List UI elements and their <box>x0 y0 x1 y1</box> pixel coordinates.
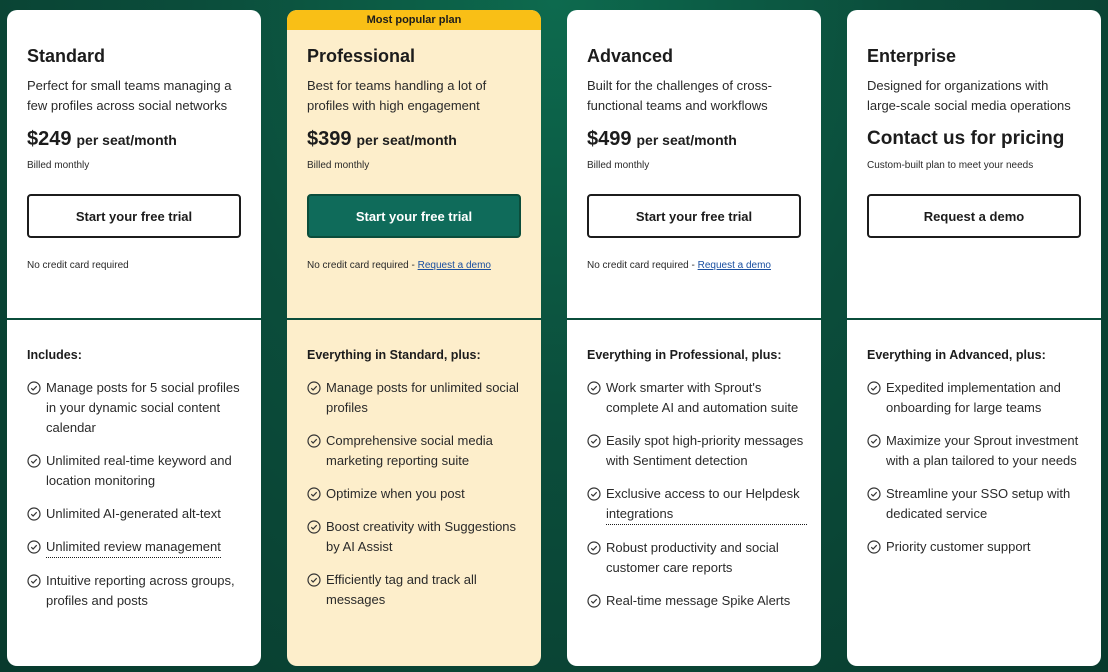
check-circle-icon <box>307 520 321 534</box>
feature-text: Comprehensive social media marketing reporting suite <box>326 433 493 468</box>
divider <box>567 318 821 320</box>
check-circle-icon <box>587 594 601 608</box>
feature-text: Priority customer support <box>886 539 1031 554</box>
feature-item <box>587 431 807 471</box>
check-circle-icon <box>587 434 601 448</box>
feature-item <box>587 484 807 525</box>
feature-text: Streamline your SSO setup with dedicated service <box>886 486 1071 521</box>
price-row <box>587 128 801 158</box>
price-unit: per seat/month <box>356 132 457 148</box>
note-text: No credit card required - <box>307 260 415 271</box>
divider <box>847 318 1101 320</box>
start-free-trial-button[interactable]: Start your free trial <box>27 194 241 238</box>
check-circle-icon <box>27 540 41 554</box>
includes-title: Everything in Professional, plus: <box>587 348 782 362</box>
plan-description: Perfect for small teams managing a few profiles across social networks <box>27 78 232 113</box>
feature-text: Manage posts for unlimited social profiles <box>326 380 519 415</box>
feature-list <box>867 378 1087 557</box>
feature-item <box>27 537 247 558</box>
feature-item <box>307 484 527 504</box>
check-circle-icon <box>307 573 321 587</box>
request-demo-link[interactable]: Request a demo <box>417 260 491 271</box>
feature-item <box>867 537 1087 557</box>
feature-tooltip-text[interactable]: Exclusive access to our Helpdesk integrations <box>606 484 807 525</box>
billing-note: Billed monthly <box>27 160 90 171</box>
check-circle-icon <box>867 381 881 395</box>
feature-item <box>27 504 247 524</box>
check-circle-icon <box>307 487 321 501</box>
price-row <box>867 128 1081 158</box>
feature-text: Easily spot high-priority messages with Sentiment detection <box>606 433 804 468</box>
feature-tooltip-text[interactable]: Unlimited review management <box>46 537 221 558</box>
feature-item <box>27 378 247 438</box>
plan-name: Advanced <box>587 46 674 66</box>
price-unit: per seat/month <box>636 132 737 148</box>
note-text: No credit card required - <box>587 260 695 271</box>
includes-title: Everything in Advanced, plus: <box>867 348 1046 362</box>
divider <box>287 318 541 320</box>
plan-card-standard <box>7 10 261 666</box>
plan-name: Professional <box>307 46 416 66</box>
feature-item <box>307 431 527 471</box>
feature-item <box>27 571 247 611</box>
feature-text: Manage posts for 5 social profiles in your dynamic social content calendar <box>46 380 240 435</box>
check-circle-icon <box>27 381 41 395</box>
check-circle-icon <box>27 454 41 468</box>
feature-text: Unlimited AI-generated alt-text <box>46 506 221 521</box>
feature-text: Boost creativity with Suggestions by AI Assist <box>326 519 517 554</box>
most-popular-ribbon: Most popular plan <box>287 10 541 30</box>
plan-name: Standard <box>27 46 106 66</box>
check-circle-icon <box>587 487 601 501</box>
no-credit-card-note <box>27 260 241 271</box>
price-row <box>307 128 521 158</box>
includes-title: Includes: <box>27 348 82 362</box>
check-circle-icon <box>867 540 881 554</box>
feature-text: Unlimited real-time keyword and location monitoring <box>46 453 232 488</box>
feature-item <box>307 570 527 610</box>
check-circle-icon <box>867 487 881 501</box>
includes-title: Everything in Standard, plus: <box>307 348 481 362</box>
feature-text: Efficiently tag and track all messages <box>326 572 477 607</box>
check-circle-icon <box>587 381 601 395</box>
check-circle-icon <box>587 541 601 555</box>
divider <box>7 318 261 320</box>
feature-text: Maximize your Sprout investment with a plan tailored to your needs <box>886 433 1079 468</box>
plan-description: Best for teams handling a lot of profiles with high engagement <box>307 78 487 113</box>
plan-card-advanced <box>567 10 821 666</box>
plan-description: Built for the challenges of cross-functional teams and workflows <box>587 78 772 113</box>
feature-item <box>587 378 807 418</box>
feature-item <box>867 378 1087 418</box>
feature-text: Optimize when you post <box>326 486 465 501</box>
billing-note: Billed monthly <box>307 160 370 171</box>
check-circle-icon <box>867 434 881 448</box>
feature-text: Robust productivity and social customer care reports <box>606 540 779 575</box>
request-demo-link[interactable]: Request a demo <box>697 260 771 271</box>
start-free-trial-button[interactable]: Start your free trial <box>587 194 801 238</box>
billing-note: Billed monthly <box>587 160 650 171</box>
check-circle-icon <box>307 381 321 395</box>
no-credit-card-note <box>587 260 801 271</box>
feature-text: Expedited implementation and onboarding for large teams <box>886 380 1061 415</box>
contact-pricing: Contact us for pricing <box>867 128 1065 149</box>
price-row <box>27 128 241 158</box>
feature-item <box>867 484 1087 524</box>
feature-list <box>587 378 807 611</box>
request-demo-button[interactable]: Request a demo <box>867 194 1081 238</box>
plan-card-enterprise <box>847 10 1101 666</box>
feature-list <box>27 378 247 611</box>
feature-list <box>307 378 527 610</box>
price: $499 <box>587 128 632 150</box>
check-circle-icon <box>307 434 321 448</box>
feature-item <box>307 378 527 418</box>
price: $399 <box>307 128 352 150</box>
feature-item <box>27 451 247 491</box>
feature-item <box>587 538 807 578</box>
start-free-trial-button[interactable]: Start your free trial <box>307 194 521 238</box>
feature-item <box>307 517 527 557</box>
plan-name: Enterprise <box>867 46 957 66</box>
plan-description: Designed for organizations with large-scale social media operations <box>867 78 1071 113</box>
check-circle-icon <box>27 574 41 588</box>
price: $249 <box>27 128 72 150</box>
feature-item <box>587 591 807 611</box>
billing-note: Custom-built plan to meet your needs <box>867 160 1034 171</box>
price-unit: per seat/month <box>76 132 177 148</box>
feature-item <box>867 431 1087 471</box>
plan-card-professional <box>287 10 541 666</box>
feature-text: Work smarter with Sprout's complete AI and automation suite <box>606 380 799 415</box>
check-circle-icon <box>27 507 41 521</box>
note-text: No credit card required <box>27 260 129 271</box>
no-credit-card-note <box>307 260 521 271</box>
feature-text: Intuitive reporting across groups, profiles and posts <box>46 573 235 608</box>
feature-text: Real-time message Spike Alerts <box>606 593 791 608</box>
